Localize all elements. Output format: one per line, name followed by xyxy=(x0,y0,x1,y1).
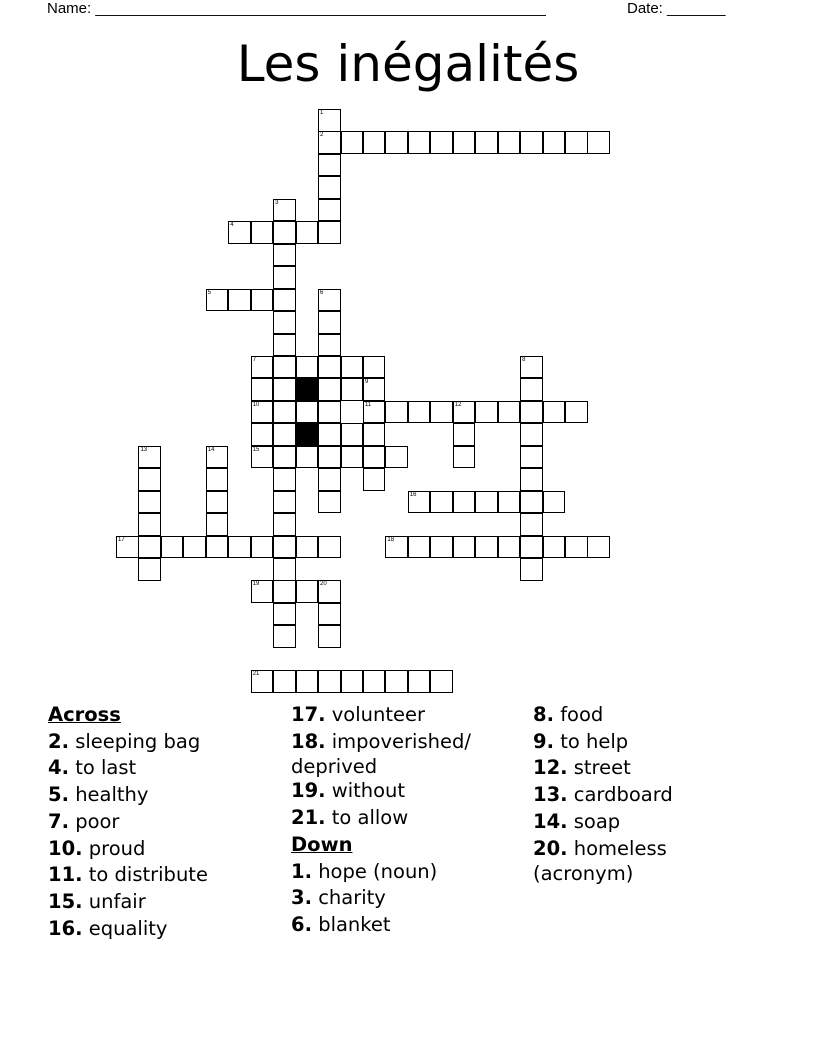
crossword-cell[interactable] xyxy=(296,221,319,244)
crossword-cell[interactable] xyxy=(273,580,296,603)
clue-number-label: 6. xyxy=(291,912,312,936)
clue-number-label: 10. xyxy=(48,836,83,860)
clue-number-label: 9. xyxy=(533,729,554,753)
crossword-cell[interactable] xyxy=(206,536,229,559)
crossword-block-cell xyxy=(296,423,319,446)
clue-text: cardboard xyxy=(573,783,673,807)
crossword-cell[interactable] xyxy=(138,446,161,469)
crossword-cell[interactable] xyxy=(363,468,386,491)
clue-text: proud xyxy=(88,836,146,860)
clue-number-label: 5. xyxy=(48,783,69,807)
crossword-cell[interactable] xyxy=(318,311,341,334)
crossword-block-cell xyxy=(296,378,319,401)
crossword-cell[interactable] xyxy=(273,199,296,222)
crossword-cell[interactable] xyxy=(363,423,386,446)
crossword-cell[interactable] xyxy=(296,670,319,693)
crossword-cell[interactable] xyxy=(318,670,341,693)
crossword-cell[interactable] xyxy=(475,536,498,559)
clue-number-label: 12. xyxy=(533,756,568,780)
crossword-cell[interactable] xyxy=(273,513,296,536)
crossword-cell[interactable] xyxy=(206,289,229,312)
clue-number-label: 2. xyxy=(48,729,69,753)
crossword-cell[interactable] xyxy=(206,446,229,469)
crossword-cell[interactable] xyxy=(385,446,408,469)
crossword-cell[interactable] xyxy=(318,131,341,154)
crossword-cell[interactable] xyxy=(341,446,364,469)
crossword-cell[interactable] xyxy=(341,423,364,446)
clue-number-label: 14. xyxy=(533,809,568,833)
clue-text: equality xyxy=(88,916,168,940)
crossword-cell[interactable] xyxy=(273,558,296,581)
crossword-cell[interactable] xyxy=(318,625,341,648)
crossword-cell[interactable] xyxy=(273,603,296,626)
crossword-cell[interactable] xyxy=(318,356,341,379)
across-clue-list xyxy=(48,729,208,943)
crossword-cell[interactable] xyxy=(251,536,274,559)
crossword-cell[interactable] xyxy=(520,491,543,514)
clue-number-label: 19. xyxy=(291,779,326,803)
page-title: Les inégalités xyxy=(236,35,580,93)
clue-item xyxy=(48,809,208,836)
clue-item xyxy=(48,836,208,863)
crossword-cell[interactable] xyxy=(475,131,498,154)
crossword-cell[interactable] xyxy=(273,401,296,424)
clue-text: healthy xyxy=(75,783,149,807)
clue-number: 9 xyxy=(364,379,369,386)
clue-text: without xyxy=(331,779,406,803)
crossword-cell[interactable] xyxy=(318,289,341,312)
crossword-cell[interactable] xyxy=(543,131,566,154)
clue-text: blanket xyxy=(318,912,391,936)
crossword-cell[interactable] xyxy=(430,401,453,424)
crossword-cell[interactable] xyxy=(453,491,476,514)
clue-text: poor xyxy=(75,809,120,833)
crossword-cell[interactable] xyxy=(273,266,296,289)
crossword-cell[interactable] xyxy=(273,244,296,267)
clue-number-label: 11. xyxy=(48,863,83,887)
crossword-cell[interactable] xyxy=(408,670,431,693)
clue-item xyxy=(533,809,673,836)
clue-item xyxy=(533,782,673,809)
crossword-cell[interactable] xyxy=(251,356,274,379)
crossword-cell[interactable] xyxy=(138,513,161,536)
crossword-cell[interactable] xyxy=(228,536,251,559)
crossword-cell[interactable] xyxy=(341,378,364,401)
clue-text: volunteer xyxy=(331,703,426,726)
crossword-cell[interactable] xyxy=(341,131,364,154)
crossword-cell[interactable] xyxy=(318,154,341,177)
clue-number: 13 xyxy=(140,446,148,453)
crossword-cell[interactable] xyxy=(453,423,476,446)
crossword-cell[interactable] xyxy=(408,401,431,424)
crossword-cell[interactable] xyxy=(520,558,543,581)
clue-number: 21 xyxy=(252,671,260,678)
clue-number: 11 xyxy=(364,401,372,408)
clue-number: 15 xyxy=(252,446,260,453)
across-heading: Across xyxy=(48,703,121,726)
clue-number: 12 xyxy=(454,401,462,408)
crossword-cell[interactable] xyxy=(251,446,274,469)
clue-number: 5 xyxy=(207,289,212,296)
crossword-cell[interactable] xyxy=(296,580,319,603)
crossword-cell[interactable] xyxy=(498,131,521,154)
crossword-cell[interactable] xyxy=(273,378,296,401)
crossword-cell[interactable] xyxy=(408,131,431,154)
crossword-cell[interactable] xyxy=(385,536,408,559)
crossword-cell[interactable] xyxy=(587,536,610,559)
clue-number: 7 xyxy=(252,356,257,363)
clue-number-label: 17. xyxy=(291,703,326,726)
crossword-cell[interactable] xyxy=(251,580,274,603)
crossword-cell[interactable] xyxy=(318,199,341,222)
clue-item xyxy=(533,836,673,886)
down-heading: Down xyxy=(291,832,353,856)
crossword-cell[interactable] xyxy=(565,131,588,154)
clue-item xyxy=(291,885,471,912)
clue-item xyxy=(48,862,208,889)
crossword-cell[interactable] xyxy=(273,536,296,559)
clue-number-label: 13. xyxy=(533,783,568,807)
crossword-cell[interactable] xyxy=(520,401,543,424)
clues-down-column xyxy=(533,702,673,885)
crossword-cell[interactable] xyxy=(228,221,251,244)
name-field[interactable]: Name: ______________________________________________________ xyxy=(47,0,546,17)
clue-text: sleeping bag xyxy=(75,729,201,753)
clue-number: 17 xyxy=(118,536,125,543)
clue-item xyxy=(48,782,208,809)
clue-number-label: 7. xyxy=(48,809,69,833)
crossword-cell[interactable] xyxy=(363,446,386,469)
clue-text-continued: deprived xyxy=(291,755,378,779)
clue-text-continued: (acronym) xyxy=(533,862,634,886)
crossword-cell[interactable] xyxy=(430,131,453,154)
crossword-cell[interactable] xyxy=(363,356,386,379)
clue-item xyxy=(291,859,471,886)
crossword-cell[interactable] xyxy=(206,491,229,514)
crossword-cell[interactable] xyxy=(206,513,229,536)
crossword-cell[interactable] xyxy=(430,536,453,559)
crossword-cell[interactable] xyxy=(453,131,476,154)
clue-text: to last xyxy=(75,756,137,780)
crossword-cell[interactable] xyxy=(296,536,319,559)
crossword-cell[interactable] xyxy=(318,221,341,244)
crossword-cell[interactable] xyxy=(273,423,296,446)
crossword-cell[interactable] xyxy=(273,356,296,379)
crossword-cell[interactable] xyxy=(475,401,498,424)
crossword-cell[interactable] xyxy=(498,536,521,559)
crossword-cell[interactable] xyxy=(138,536,161,559)
crossword-cell[interactable] xyxy=(273,311,296,334)
clue-number-label: 1. xyxy=(291,859,312,883)
crossword-cell[interactable] xyxy=(408,536,431,559)
crossword-cell[interactable] xyxy=(453,536,476,559)
crossword-cell[interactable] xyxy=(453,446,476,469)
clue-text: impoverished/ xyxy=(331,729,471,753)
crossword-cell[interactable] xyxy=(318,468,341,491)
date-field[interactable]: Date: _______ xyxy=(627,0,726,17)
clue-text: homeless xyxy=(573,836,667,860)
clue-number: 1 xyxy=(320,110,324,116)
crossword-cell[interactable] xyxy=(206,468,229,491)
clue-item xyxy=(291,805,471,832)
crossword-cell[interactable] xyxy=(385,131,408,154)
crossword-cell[interactable] xyxy=(296,356,319,379)
clue-text: charity xyxy=(318,886,386,910)
crossword-cell[interactable] xyxy=(498,401,521,424)
crossword-cell[interactable] xyxy=(520,131,543,154)
down-clue-list xyxy=(291,859,471,939)
crossword-cell[interactable] xyxy=(475,491,498,514)
crossword-cell[interactable] xyxy=(408,491,431,514)
crossword-cell[interactable] xyxy=(318,536,341,559)
crossword-cell[interactable] xyxy=(318,491,341,514)
crossword-cell[interactable] xyxy=(318,580,341,603)
clue-item xyxy=(48,729,208,756)
clue-number-label: 16. xyxy=(48,916,83,940)
clue-item xyxy=(48,755,208,782)
clue-number: 3 xyxy=(275,199,279,206)
crossword-cell[interactable] xyxy=(273,468,296,491)
crossword-cell[interactable] xyxy=(587,131,610,154)
crossword-cell[interactable] xyxy=(430,670,453,693)
clue-number: 2 xyxy=(320,132,324,139)
crossword-cell[interactable] xyxy=(430,491,453,514)
clue-number-label: 20. xyxy=(533,836,568,860)
clues-middle-column xyxy=(291,702,471,939)
clue-text: food xyxy=(560,703,604,726)
crossword-cell[interactable] xyxy=(138,468,161,491)
crossword-cell[interactable] xyxy=(520,356,543,379)
crossword-cell[interactable] xyxy=(543,491,566,514)
crossword-cell[interactable] xyxy=(520,378,543,401)
clue-number: 6 xyxy=(320,289,324,296)
clue-text: to help xyxy=(560,729,629,753)
clue-number-label: 21. xyxy=(291,806,326,830)
clue-item xyxy=(291,702,471,729)
crossword-cell[interactable] xyxy=(318,423,341,446)
clue-number: 20 xyxy=(320,581,327,588)
crossword-cell[interactable] xyxy=(296,401,319,424)
clue-number-label: 18. xyxy=(291,729,326,753)
clue-text: soap xyxy=(573,809,621,833)
crossword-cell[interactable] xyxy=(363,378,386,401)
crossword-cell[interactable] xyxy=(520,446,543,469)
crossword-cell[interactable] xyxy=(363,401,386,424)
crossword-cell[interactable] xyxy=(161,536,184,559)
down-clue-list-continued xyxy=(533,702,673,885)
crossword-cell[interactable] xyxy=(318,378,341,401)
clue-item xyxy=(48,889,208,916)
crossword-cell[interactable] xyxy=(273,625,296,648)
crossword-cell[interactable] xyxy=(318,446,341,469)
clue-number: 8 xyxy=(522,356,526,363)
across-clue-list-continued xyxy=(291,702,471,832)
clue-text: hope (noun) xyxy=(318,859,438,883)
clue-item xyxy=(291,912,471,939)
clue-number: 14 xyxy=(207,446,215,453)
crossword-cell[interactable] xyxy=(251,221,274,244)
crossword-cell[interactable] xyxy=(520,536,543,559)
crossword-cell[interactable] xyxy=(565,401,588,424)
crossword-cell[interactable] xyxy=(273,289,296,312)
crossword-cell[interactable] xyxy=(251,670,274,693)
clue-number: 4 xyxy=(230,222,234,229)
crossword-cell[interactable] xyxy=(138,491,161,514)
crossword-cell[interactable] xyxy=(341,670,364,693)
crossword-cell[interactable] xyxy=(520,423,543,446)
clue-item xyxy=(533,755,673,782)
crossword-cell[interactable] xyxy=(183,536,206,559)
clue-text: street xyxy=(573,756,631,780)
crossword-cell[interactable] xyxy=(363,131,386,154)
crossword-cell[interactable] xyxy=(318,176,341,199)
crossword-cell[interactable] xyxy=(341,356,364,379)
clue-number: 19 xyxy=(252,581,260,588)
crossword-cell[interactable] xyxy=(543,536,566,559)
clue-text: to allow xyxy=(331,806,409,830)
clue-number-label: 15. xyxy=(48,889,83,913)
crossword-cell[interactable] xyxy=(251,401,274,424)
crossword-cell[interactable] xyxy=(273,670,296,693)
crossword-cell[interactable] xyxy=(251,423,274,446)
clue-number-label: 8. xyxy=(533,703,554,726)
clue-number: 16 xyxy=(409,491,417,498)
crossword-cell[interactable] xyxy=(318,401,341,424)
crossword-cell[interactable] xyxy=(273,446,296,469)
crossword-cell[interactable] xyxy=(363,670,386,693)
crossword-cell[interactable] xyxy=(273,221,296,244)
clue-number: 18 xyxy=(387,536,395,543)
clue-number-label: 3. xyxy=(291,886,312,910)
crossword-cell[interactable] xyxy=(296,446,319,469)
crossword-cell[interactable] xyxy=(116,536,139,559)
clue-item xyxy=(48,916,208,943)
clues-across-column xyxy=(48,702,208,942)
crossword-cell[interactable] xyxy=(273,491,296,514)
crossword-cell[interactable] xyxy=(318,109,341,132)
crossword-cell[interactable] xyxy=(385,401,408,424)
crossword-cell[interactable] xyxy=(228,289,251,312)
clue-text: to distribute xyxy=(88,863,208,887)
clue-number: 10 xyxy=(252,401,260,408)
crossword-cell[interactable] xyxy=(498,491,521,514)
crossword-cell[interactable] xyxy=(453,401,476,424)
crossword-cell[interactable] xyxy=(520,468,543,491)
crossword-cell[interactable] xyxy=(251,378,274,401)
clue-item xyxy=(533,729,673,756)
clue-text: unfair xyxy=(88,889,146,913)
crossword-cell[interactable] xyxy=(251,289,274,312)
clue-item xyxy=(533,702,673,729)
crossword-cell[interactable] xyxy=(138,558,161,581)
crossword-cell[interactable] xyxy=(318,334,341,357)
clue-item xyxy=(291,778,471,805)
crossword-cell[interactable] xyxy=(318,603,341,626)
crossword-cell[interactable] xyxy=(543,401,566,424)
clue-item xyxy=(291,729,471,779)
crossword-cell[interactable] xyxy=(520,513,543,536)
clue-number-label: 4. xyxy=(48,756,69,780)
crossword-cell[interactable] xyxy=(385,670,408,693)
crossword-cell[interactable] xyxy=(273,334,296,357)
crossword-cell[interactable] xyxy=(565,536,588,559)
